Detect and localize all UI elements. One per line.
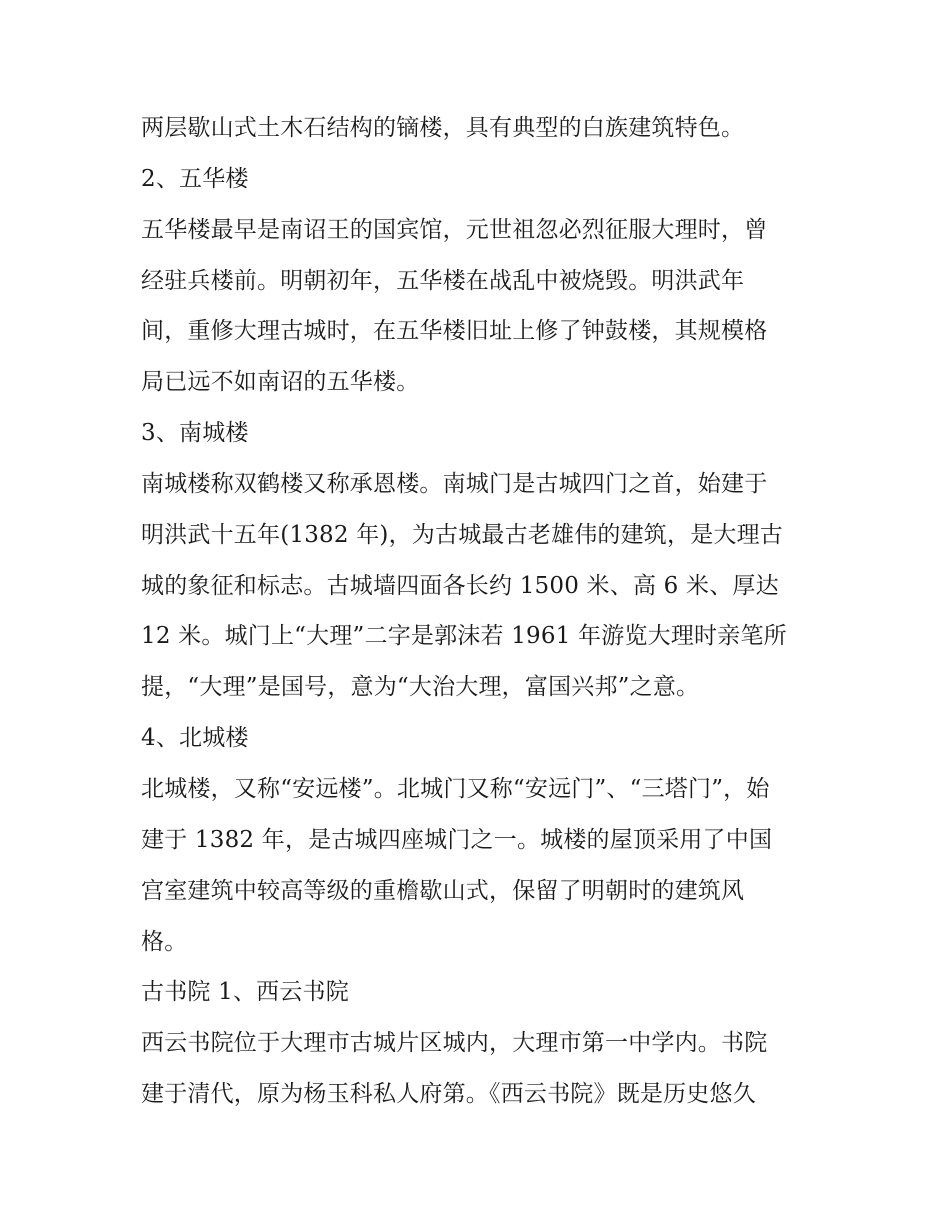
text-line: 局已远不如南诏的五华楼。 xyxy=(141,369,420,396)
text-line: 宫室建筑中较高等级的重檐歇山式，保留了明朝时的建筑风 xyxy=(141,877,745,904)
text-line: 南城楼称双鹤楼又称承恩楼。南城门是古城四门之首，始建于 xyxy=(141,470,768,497)
section-heading: 古书院 1、西云书院 xyxy=(141,979,349,1006)
text-line: 明洪武十五年(1382 年)，为古城最古老雄伟的建筑，是大理古 xyxy=(141,521,783,548)
text-line: 12 米。城门上“大理”二字是郭沫若 1961 年游览大理时亲笔所 xyxy=(141,623,787,650)
text-line: 建于 1382 年，是古城四座城门之一。城楼的屋顶采用了中国 xyxy=(141,826,773,853)
text-line: 格。 xyxy=(141,928,188,955)
section-heading: 2、五华楼 xyxy=(141,165,249,192)
text-line: 北城楼，又称“安远楼”。北城门又称“安远门”、“三塔门”，始 xyxy=(141,775,770,802)
text-line: 西云书院位于大理市古城片区城内，大理市第一中学内。书院 xyxy=(141,1030,768,1057)
text-line: 五华楼最早是南诏王的国宾馆，元世祖忽必烈征服大理时，曾 xyxy=(141,216,768,243)
text-line: 间，重修大理古城时，在五华楼旧址上修了钟鼓楼，其规模格 xyxy=(141,318,768,345)
text-line: 建于清代，原为杨玉科私人府第。《西云书院》既是历史悠久 xyxy=(141,1081,756,1108)
section-heading: 3、南城楼 xyxy=(141,420,249,447)
text-line: 提，“大理”是国号，意为“大治大理，富国兴邦”之意。 xyxy=(141,674,700,701)
document-body xyxy=(141,103,821,1120)
text-line: 经驻兵楼前。明朝初年，五华楼在战乱中被烧毁。明洪武年 xyxy=(141,267,745,294)
text-line: 城的象征和标志。古城墙四面各长约 1500 米、高 6 米、厚达 xyxy=(141,572,779,599)
section-heading: 4、北城楼 xyxy=(141,725,249,752)
text-line: 两层歇山式土木石结构的镝楼，具有典型的白族建筑特色。 xyxy=(141,115,745,141)
